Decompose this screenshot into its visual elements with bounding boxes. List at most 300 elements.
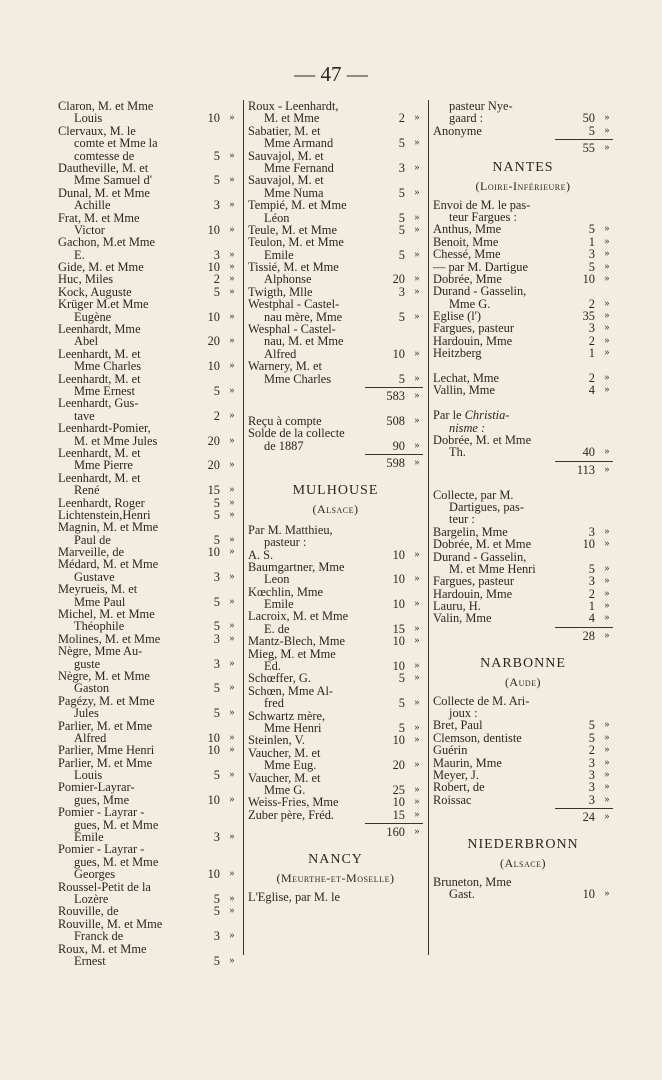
entry-amount: 10 (207, 359, 220, 374)
entry-text: Hardouin, Mme (433, 333, 513, 348)
entry-text: Collecte, par M. (433, 487, 514, 502)
entry-amount: 40 (582, 445, 595, 460)
entry-text: Krüger M.et Mme (58, 297, 149, 312)
entry-text: teur : (449, 512, 475, 527)
total-amount: 55 (582, 141, 595, 156)
entry-text: Leenhardt, Mme (58, 322, 141, 337)
entry-unit-mark: » (414, 783, 420, 795)
entry-text: Bargelin, Mme (433, 524, 508, 539)
entry-text: Dartigues, pas- (449, 499, 525, 514)
list-item (248, 440, 423, 452)
entry-amount: 2 (398, 111, 405, 126)
entry-amount: 50 (582, 111, 595, 126)
entry-text: Molines, M. et Mme (58, 631, 161, 646)
entry-unit-mark: » (414, 273, 420, 285)
entry-text: Achille (74, 198, 111, 213)
entry-name (248, 891, 340, 903)
entry-unit-mark: » (604, 297, 610, 309)
entry-text: gaard : (449, 111, 484, 126)
entry-text: Leenhardt, Gus- (58, 396, 139, 411)
total-amount: 28 (582, 628, 595, 643)
entry-text: Par le (433, 408, 465, 423)
entry-text: Tempié, M. et Mme (248, 198, 347, 213)
entry-text: Wesphal - Castel- (248, 322, 336, 337)
entry-unit-mark: » (229, 174, 235, 186)
entry-unit-mark: » (229, 508, 235, 520)
entry-unit-mark: » (229, 893, 235, 904)
entry-name (433, 347, 482, 359)
entry-unit-mark: » (604, 587, 610, 599)
page-number: — 47 — (294, 62, 368, 86)
entry-unit-mark: » (414, 660, 420, 672)
entry-name (433, 695, 529, 707)
entry-amount: 10 (582, 537, 595, 552)
entry-unit-mark: » (604, 372, 610, 384)
entry-unit-mark: » (229, 261, 235, 273)
entry-text: Par M. Matthieu, (248, 522, 333, 537)
entry-amount: 5 (213, 507, 220, 522)
entry-text: Leenhardt, M. et (58, 371, 141, 386)
donor-list (58, 100, 238, 967)
entry-unit-mark: » (229, 310, 235, 322)
list-item (58, 955, 238, 967)
column-divider-left (243, 100, 244, 955)
total-unit-mark: » (414, 389, 420, 401)
entry-unit-mark: » (229, 285, 235, 297)
entry-unit-mark: » (604, 446, 610, 458)
entry-amount: 25 (392, 782, 405, 797)
entry-amount: 5 (213, 953, 220, 968)
entry-text: Alfred (264, 346, 297, 361)
total-row (248, 457, 423, 469)
entry-amount: 5 (398, 371, 405, 386)
section-region-nantes: (Loire-Inférieure) (475, 178, 571, 193)
entry-amount: 5 (398, 136, 405, 151)
entry-name (248, 561, 345, 573)
entry-unit-mark: » (229, 248, 235, 260)
receipt-list (248, 415, 423, 452)
entry-unit-mark: » (604, 347, 610, 359)
entry-text: Emile (264, 597, 294, 612)
entry-text: Baumgartner, Mme (248, 559, 345, 574)
entry-text: Parlier, M. et Mme (58, 755, 153, 770)
entry-amount: 3 (588, 321, 595, 336)
entry-text: Schwartz mère, (248, 708, 326, 723)
entry-text: Franck de (74, 929, 124, 944)
entry-text: Sabatier, M. et (248, 123, 321, 138)
entry-text: Parlier, Mme Henri (58, 743, 155, 758)
total-unit-mark: » (604, 811, 610, 823)
column-divider-right (428, 100, 429, 955)
entry-unit-mark: » (229, 657, 235, 669)
entry-amount: 5 (398, 247, 405, 262)
entry-unit-mark: » (414, 548, 420, 560)
entry-unit-mark: » (229, 384, 235, 396)
entry-unit-mark: » (229, 199, 235, 211)
entry-text: Sauvajol, M. et (248, 148, 324, 163)
entry-unit-mark: » (414, 248, 420, 260)
entry-unit-mark: » (229, 459, 235, 471)
total-unit-mark: » (604, 463, 610, 475)
entry-unit-mark: » (414, 372, 420, 384)
entry-text: Médard, M. et Mme (58, 557, 159, 572)
entry-unit-mark: » (604, 538, 610, 550)
entry-text: Victor (74, 222, 105, 237)
entry-unit-mark: » (229, 434, 235, 446)
entry-text: Michel, M. et Mme (58, 607, 155, 622)
entry-text: Bret, Paul (433, 718, 483, 733)
entry-unit-mark: » (414, 622, 420, 634)
entry-text: guste (74, 656, 101, 671)
entry-text: gues, Mme (74, 792, 130, 807)
entry-unit-mark: » (229, 868, 235, 880)
entry-text: Roux, M. et Mme (58, 941, 147, 956)
entry-unit-mark: » (414, 697, 420, 709)
entry-unit-mark: » (414, 285, 420, 297)
entry-amount: 5 (213, 495, 220, 510)
total-amount: 24 (582, 810, 595, 825)
entry-text: Vallin, Mme (433, 383, 495, 398)
total-amount: 113 (576, 462, 595, 477)
entry-text: L'Eglise, par M. le (248, 889, 341, 904)
entry-amount: 5 (213, 148, 220, 163)
entry-unit-mark: » (414, 796, 420, 808)
entry-text: A. S. (248, 547, 274, 562)
entry-text: Alphonse (264, 272, 312, 287)
entry-text: nau mère, Mme (264, 309, 343, 324)
list-item (433, 125, 613, 137)
entry-text: comtesse de (74, 148, 135, 163)
entry-amount: 5 (213, 619, 220, 634)
entry-name (58, 100, 153, 112)
total-row (433, 811, 613, 823)
entry-text: Lozère (74, 892, 109, 906)
list-item (433, 612, 613, 624)
entry-text: Dobrée, Mme (433, 271, 502, 286)
list-item (433, 347, 613, 359)
entry-text: Eugène (74, 309, 112, 324)
entry-amount: 5 (213, 768, 220, 783)
entry-amount: 5 (398, 210, 405, 225)
entry-unit-mark: » (229, 409, 235, 421)
entry-name (433, 384, 495, 396)
entry-text: de 1887 (264, 438, 304, 453)
entry-amount: 15 (392, 621, 405, 636)
entry-unit-mark: » (414, 635, 420, 647)
list-item (433, 446, 613, 458)
entry-amount: 10 (207, 222, 220, 237)
list-item (433, 794, 613, 806)
total-row (433, 811, 613, 823)
total-row (433, 464, 613, 476)
list-item (58, 236, 238, 248)
total-row (248, 826, 423, 838)
entry-name (58, 695, 155, 707)
entry-unit-mark: » (229, 793, 235, 805)
entry-amount: 10 (392, 346, 405, 361)
entry-text: Th. (449, 445, 466, 460)
entry-text: Pagézy, M. et Mme (58, 693, 155, 708)
entry-text: Teule, M. et Mme (248, 222, 337, 237)
entry-text: Schœn, Mme Al- (248, 683, 334, 698)
entry-text: Bruneton, Mme (433, 874, 512, 889)
entry-unit-mark: » (604, 781, 610, 793)
entry-text: Mme Numa (264, 185, 324, 200)
entry-amount: 3 (213, 830, 220, 845)
entry-text: Léon (264, 210, 290, 225)
entry-text: Dautheville, M. et (58, 160, 149, 175)
entry-text: Mme Charles (264, 371, 332, 386)
entry-text: Vaucher, M. et (248, 745, 321, 760)
entry-unit-mark: » (414, 759, 420, 771)
entry-amount: 10 (207, 309, 220, 324)
entry-amount: 10 (392, 572, 405, 587)
entry-text: Weiss-Fries, Mme (248, 795, 339, 810)
entry-unit-mark: » (229, 930, 235, 942)
entry-text: Reçu à compte (248, 413, 322, 428)
list-item (248, 891, 423, 903)
donor-list (433, 489, 613, 625)
entry-amount: 3 (213, 656, 220, 671)
entry-unit-mark: » (229, 731, 235, 743)
entry-text: Leenhardt, M. et (58, 445, 141, 460)
entry-text: Zuber père, Fréd. (248, 807, 335, 822)
section-region-mulhouse: (Alsace) (312, 501, 359, 516)
entry-text: tave (74, 408, 95, 423)
entry-text: pasteur : (264, 535, 307, 550)
entry-name (58, 645, 142, 657)
total-amount: 583 (386, 388, 405, 403)
total-row (248, 390, 423, 402)
donor-list (433, 876, 613, 901)
entry-amount: 2 (588, 333, 595, 348)
entry-unit-mark: » (229, 533, 235, 545)
entry-unit-mark: » (229, 273, 235, 285)
entry-amount: 5 (213, 383, 220, 398)
entry-unit-mark: » (414, 223, 420, 235)
total-row (248, 457, 423, 469)
entry-unit-mark: » (229, 484, 235, 496)
entry-unit-mark: » (604, 575, 610, 587)
entry-name (74, 955, 106, 967)
entry-amount: 10 (207, 792, 220, 807)
entry-text: Kock, Auguste (58, 284, 132, 299)
entry-unit-mark: » (414, 439, 420, 451)
column-3 (433, 100, 613, 901)
entry-amount: 5 (398, 309, 405, 324)
entry-amount: 10 (392, 659, 405, 674)
entry-name (248, 809, 334, 821)
entry-text: Huc, Miles (58, 272, 114, 287)
entry-unit-mark: » (604, 756, 610, 768)
entry-unit-mark: » (604, 124, 610, 136)
donor-list (248, 100, 423, 385)
entry-text: Leenhardt, M. et (58, 346, 141, 361)
entry-unit-mark: » (604, 612, 610, 624)
entry-unit-mark: » (229, 496, 235, 508)
entry-amount: 2 (213, 272, 220, 287)
entry-text: Westphal - Castel- (248, 297, 340, 312)
entry-text: Rouville, M. et Mme (58, 916, 163, 931)
entry-amount: 3 (213, 929, 220, 944)
entry-text: teur Fargues : (449, 209, 517, 224)
entry-text: Fargues, pasteur (433, 574, 514, 589)
entry-unit-mark: » (229, 682, 235, 694)
entry-text: Fargues, pasteur (433, 321, 514, 336)
entry-text: Schœffer, G. (248, 671, 311, 686)
entry-text: Leenhardt-Pomier, (58, 421, 151, 436)
entry-amount: 3 (588, 767, 595, 782)
entry-unit-mark: » (604, 768, 610, 780)
entry-amount: 3 (213, 631, 220, 646)
entry-text: Clemson, dentiste (433, 730, 522, 745)
entry-unit-mark: » (604, 260, 610, 272)
entry-text: Mieg, M. et Mme (248, 646, 336, 661)
total-row (433, 142, 613, 154)
entry-amount: 5 (213, 173, 220, 188)
entry-text: E. de (264, 621, 290, 636)
total-row (248, 826, 423, 838)
entry-text: Mme Ernest (74, 383, 135, 398)
entry-text: Gaston (74, 681, 110, 696)
entry-text: Roussel-Petit de la (58, 879, 151, 894)
total-row (433, 630, 613, 642)
entry-unit-mark: » (229, 744, 235, 756)
section-region-nancy: (Meurthe-et-Moselle) (276, 870, 395, 885)
entry-text: M. et Mme (264, 111, 320, 126)
entry-name (58, 397, 139, 409)
list-item (433, 888, 613, 900)
entry-unit-mark: » (414, 211, 420, 223)
entry-text: Paul de (74, 532, 111, 547)
entry-unit-mark: » (414, 112, 420, 124)
entry-unit-mark: » (414, 347, 420, 359)
list-item (248, 536, 423, 548)
entry-amount: 15 (207, 483, 220, 498)
entry-unit-mark: » (229, 223, 235, 235)
entry-amount: 10 (582, 271, 595, 286)
total-unit-mark: » (604, 142, 610, 154)
entry-amount: 4 (588, 383, 595, 398)
entry-amount: 3 (588, 247, 595, 262)
entry-amount: 5 (588, 123, 595, 138)
entry-text: Ernest (74, 953, 106, 968)
donor-list (433, 100, 613, 137)
entry-text: Meyrueis, M. et (58, 582, 138, 597)
entry-unit-mark: » (229, 570, 235, 582)
entry-text: Robert, de (433, 780, 485, 795)
entry-text: Envoi de M. le pas- (433, 197, 531, 212)
donor-list (433, 199, 613, 459)
entry-text: Hardouin, Mme (433, 586, 513, 601)
entry-text: Dobrée, M. et Mme (433, 432, 532, 447)
entry-amount: 5 (213, 892, 220, 906)
column-2 (248, 100, 423, 903)
entry-text: Roissac (433, 792, 472, 807)
entry-unit-mark: » (414, 186, 420, 198)
entry-unit-mark: » (414, 573, 420, 585)
entry-text: Clervaux, M. le (58, 123, 136, 138)
entry-amount: 3 (588, 574, 595, 589)
entry-text: — par M. Dartigue (433, 259, 528, 274)
entry-unit-mark: » (604, 112, 610, 124)
entry-text: Kœchlin, Mme (248, 584, 324, 599)
entry-text: Guérin (433, 743, 468, 758)
entry-text: Mantz-Blech, Mme (248, 634, 346, 649)
entry-unit-mark: » (229, 905, 235, 917)
entry-text: Georges (74, 867, 116, 882)
entry-amount: 10 (392, 795, 405, 810)
entry-text: Twigth, Mlle (248, 284, 313, 299)
entry-text: Pomier-Layrar- (58, 780, 135, 795)
entry-text: Valin, Mme (433, 611, 492, 626)
entry-amount: 5 (398, 671, 405, 686)
entry-text: Lichtenstein,Henri (58, 507, 151, 522)
total-amount: 160 (386, 825, 405, 840)
list-item (433, 384, 613, 396)
entry-text: Anthus, Mme (433, 222, 502, 237)
entry-name (433, 434, 531, 446)
entry-name (58, 757, 152, 769)
entry-name (58, 323, 141, 335)
entry-amount: 5 (398, 696, 405, 711)
entry-text: Dunal, M. et Mme (58, 185, 150, 200)
donor-list (248, 891, 423, 903)
entry-text: Chessé, Mme (433, 247, 501, 262)
entry-amount: 20 (392, 758, 405, 773)
entry-amount: 5 (213, 681, 220, 696)
entry-unit-mark: » (414, 721, 420, 733)
entry-text: Mme Charles (74, 359, 142, 374)
entry-amount: 2 (588, 586, 595, 601)
donor-list (248, 524, 423, 821)
entry-amount: 5 (588, 222, 595, 237)
entry-text: Durand - Gasselin, (433, 549, 527, 564)
entry-text: Roux - Leenhardt, (248, 99, 339, 113)
entry-text: Lauru, H. (433, 599, 481, 614)
total-row (433, 630, 613, 642)
total-unit-mark: » (604, 629, 610, 641)
entry-text: Mme Henri (264, 720, 322, 735)
entry-name (433, 125, 482, 137)
entry-amount: 2 (588, 371, 595, 386)
entry-text: Lacroix, M. et Mme (248, 609, 349, 624)
entry-text: Durand - Gasselin, (433, 284, 527, 299)
entry-text: Mme G. (449, 296, 491, 311)
entry-text: Heitzberg (433, 346, 482, 361)
section-region-narbonne: (Aude) (504, 674, 542, 689)
entry-unit-mark: » (604, 384, 610, 396)
entry-text: fred (264, 696, 284, 711)
entry-unit-mark: » (604, 310, 610, 322)
entry-text: Gachon, M.et Mme (58, 235, 156, 250)
entry-amount: 3 (213, 247, 220, 262)
entry-text: Abel (74, 334, 99, 349)
entry-text: Rouville, de (58, 904, 119, 919)
entry-name (264, 373, 331, 385)
entry-amount: 4 (588, 611, 595, 626)
entry-amount: 20 (207, 334, 220, 349)
entry-text: Mme Armand (264, 136, 334, 151)
total-row (433, 464, 613, 476)
entry-text: Mme Fernand (264, 160, 334, 175)
entry-unit-mark: » (414, 137, 420, 149)
entry-amount: 10 (392, 547, 405, 562)
entry-text: Teulon, M. et Mme (248, 235, 344, 250)
entry-amount: 3 (213, 198, 220, 213)
entry-amount: 90 (392, 438, 405, 453)
entry-text: Leenhardt, M. et (58, 470, 141, 485)
